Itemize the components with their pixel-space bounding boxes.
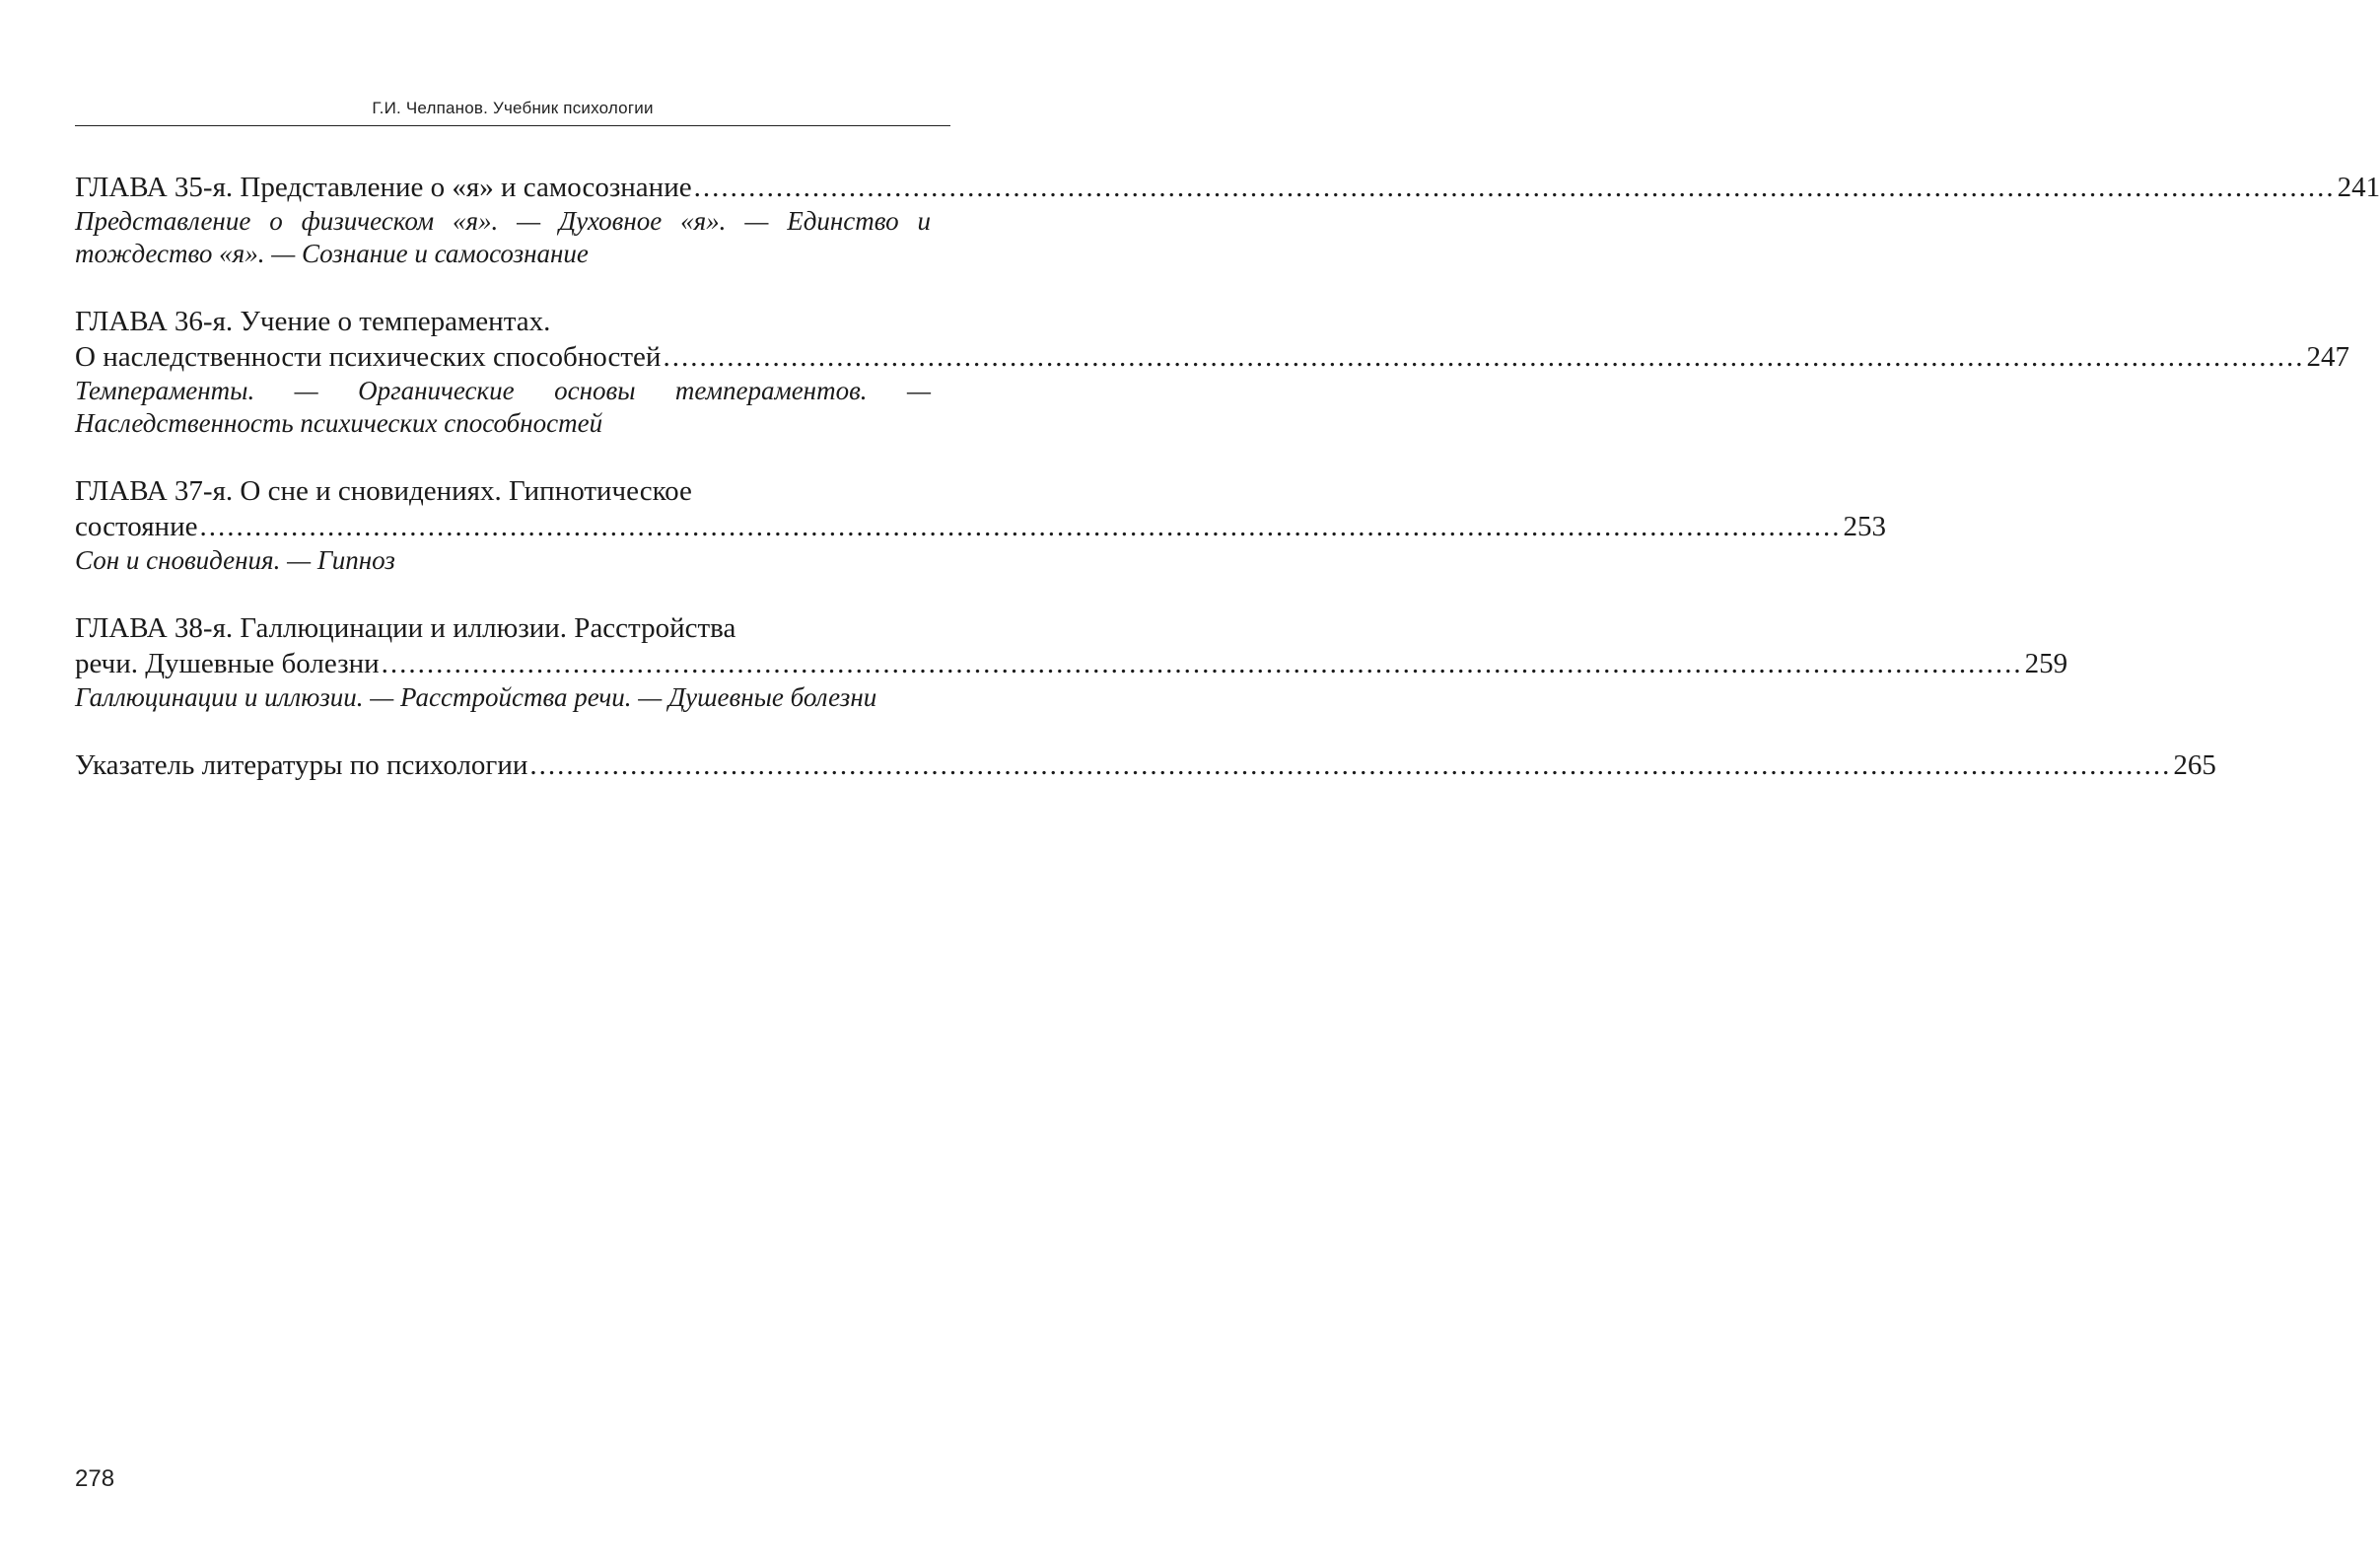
header-rule	[75, 125, 950, 126]
toc-entry-chapter-38	[75, 610, 2068, 714]
toc-entry-title-line[interactable]: ГЛАВА 37-я. О сне и сновидениях. Гипнотическое	[75, 475, 692, 507]
toc-entry-title: Указатель литературы по психологии	[75, 749, 528, 781]
table-of-contents	[75, 170, 2380, 817]
toc-entry-title: речи. Душевные болезни	[75, 648, 380, 679]
toc-entry-subtitle: Темпераменты. — Органические основы темпераментов. — Наследственность психических способностей	[75, 376, 931, 438]
toc-entry-subtitle: Представление о физическом «я». — Духовное «я». — Единство и тождество «я». — Сознание и самосознание	[75, 206, 931, 268]
toc-entry-title: состояние	[75, 511, 198, 542]
toc-entry-leader-line[interactable]	[75, 170, 2380, 205]
toc-entry-page-number: 265	[2173, 749, 2216, 781]
toc-entry-chapter-36	[75, 304, 2349, 440]
dot-leader: ....................................................................................................................................................................................	[693, 172, 2336, 203]
toc-entry-leader-line[interactable]	[75, 646, 2068, 681]
toc-entry-title-line[interactable]: ГЛАВА 38-я. Галлюцинации и иллюзии. Расстройства	[75, 612, 736, 644]
toc-entry-chapter-37	[75, 473, 1886, 577]
page-number: 278	[75, 1465, 115, 1492]
toc-entry-title: О наследственности психических способностей	[75, 341, 662, 373]
toc-entry-title-line[interactable]: ГЛАВА 36-я. Учение о темпераментах.	[75, 306, 551, 337]
dot-leader: ....................................................................................................................................................................................	[529, 749, 2172, 781]
toc-entry-page-number: 241	[2337, 172, 2380, 203]
dot-leader: ....................................................................................................................................................................................	[381, 648, 2023, 679]
running-header: Г.И. Челпанов. Учебник психологии	[372, 99, 654, 117]
toc-entry-title: ГЛАВА 35-я. Представление о «я» и самосознание	[75, 172, 692, 203]
toc-entry-leader-line[interactable]	[75, 339, 2349, 375]
toc-entry-bibliography	[75, 747, 2216, 783]
dot-leader: ....................................................................................................................................................................................	[199, 511, 1842, 542]
dot-leader: ....................................................................................................................................................................................	[663, 341, 2305, 373]
toc-entry-chapter-35	[75, 170, 2380, 270]
toc-entry-page-number: 247	[2306, 341, 2349, 373]
toc-entry-subtitle: Сон и сновидения. — Гипноз	[75, 545, 395, 575]
toc-entry-page-number: 259	[2024, 648, 2068, 679]
toc-entry-leader-line[interactable]	[75, 747, 2216, 783]
toc-entry-subtitle: Галлюцинации и иллюзии. — Расстройства речи. — Душевные болезни	[75, 682, 877, 712]
toc-entry-leader-line[interactable]	[75, 509, 1886, 544]
toc-entry-page-number: 253	[1843, 511, 1886, 542]
